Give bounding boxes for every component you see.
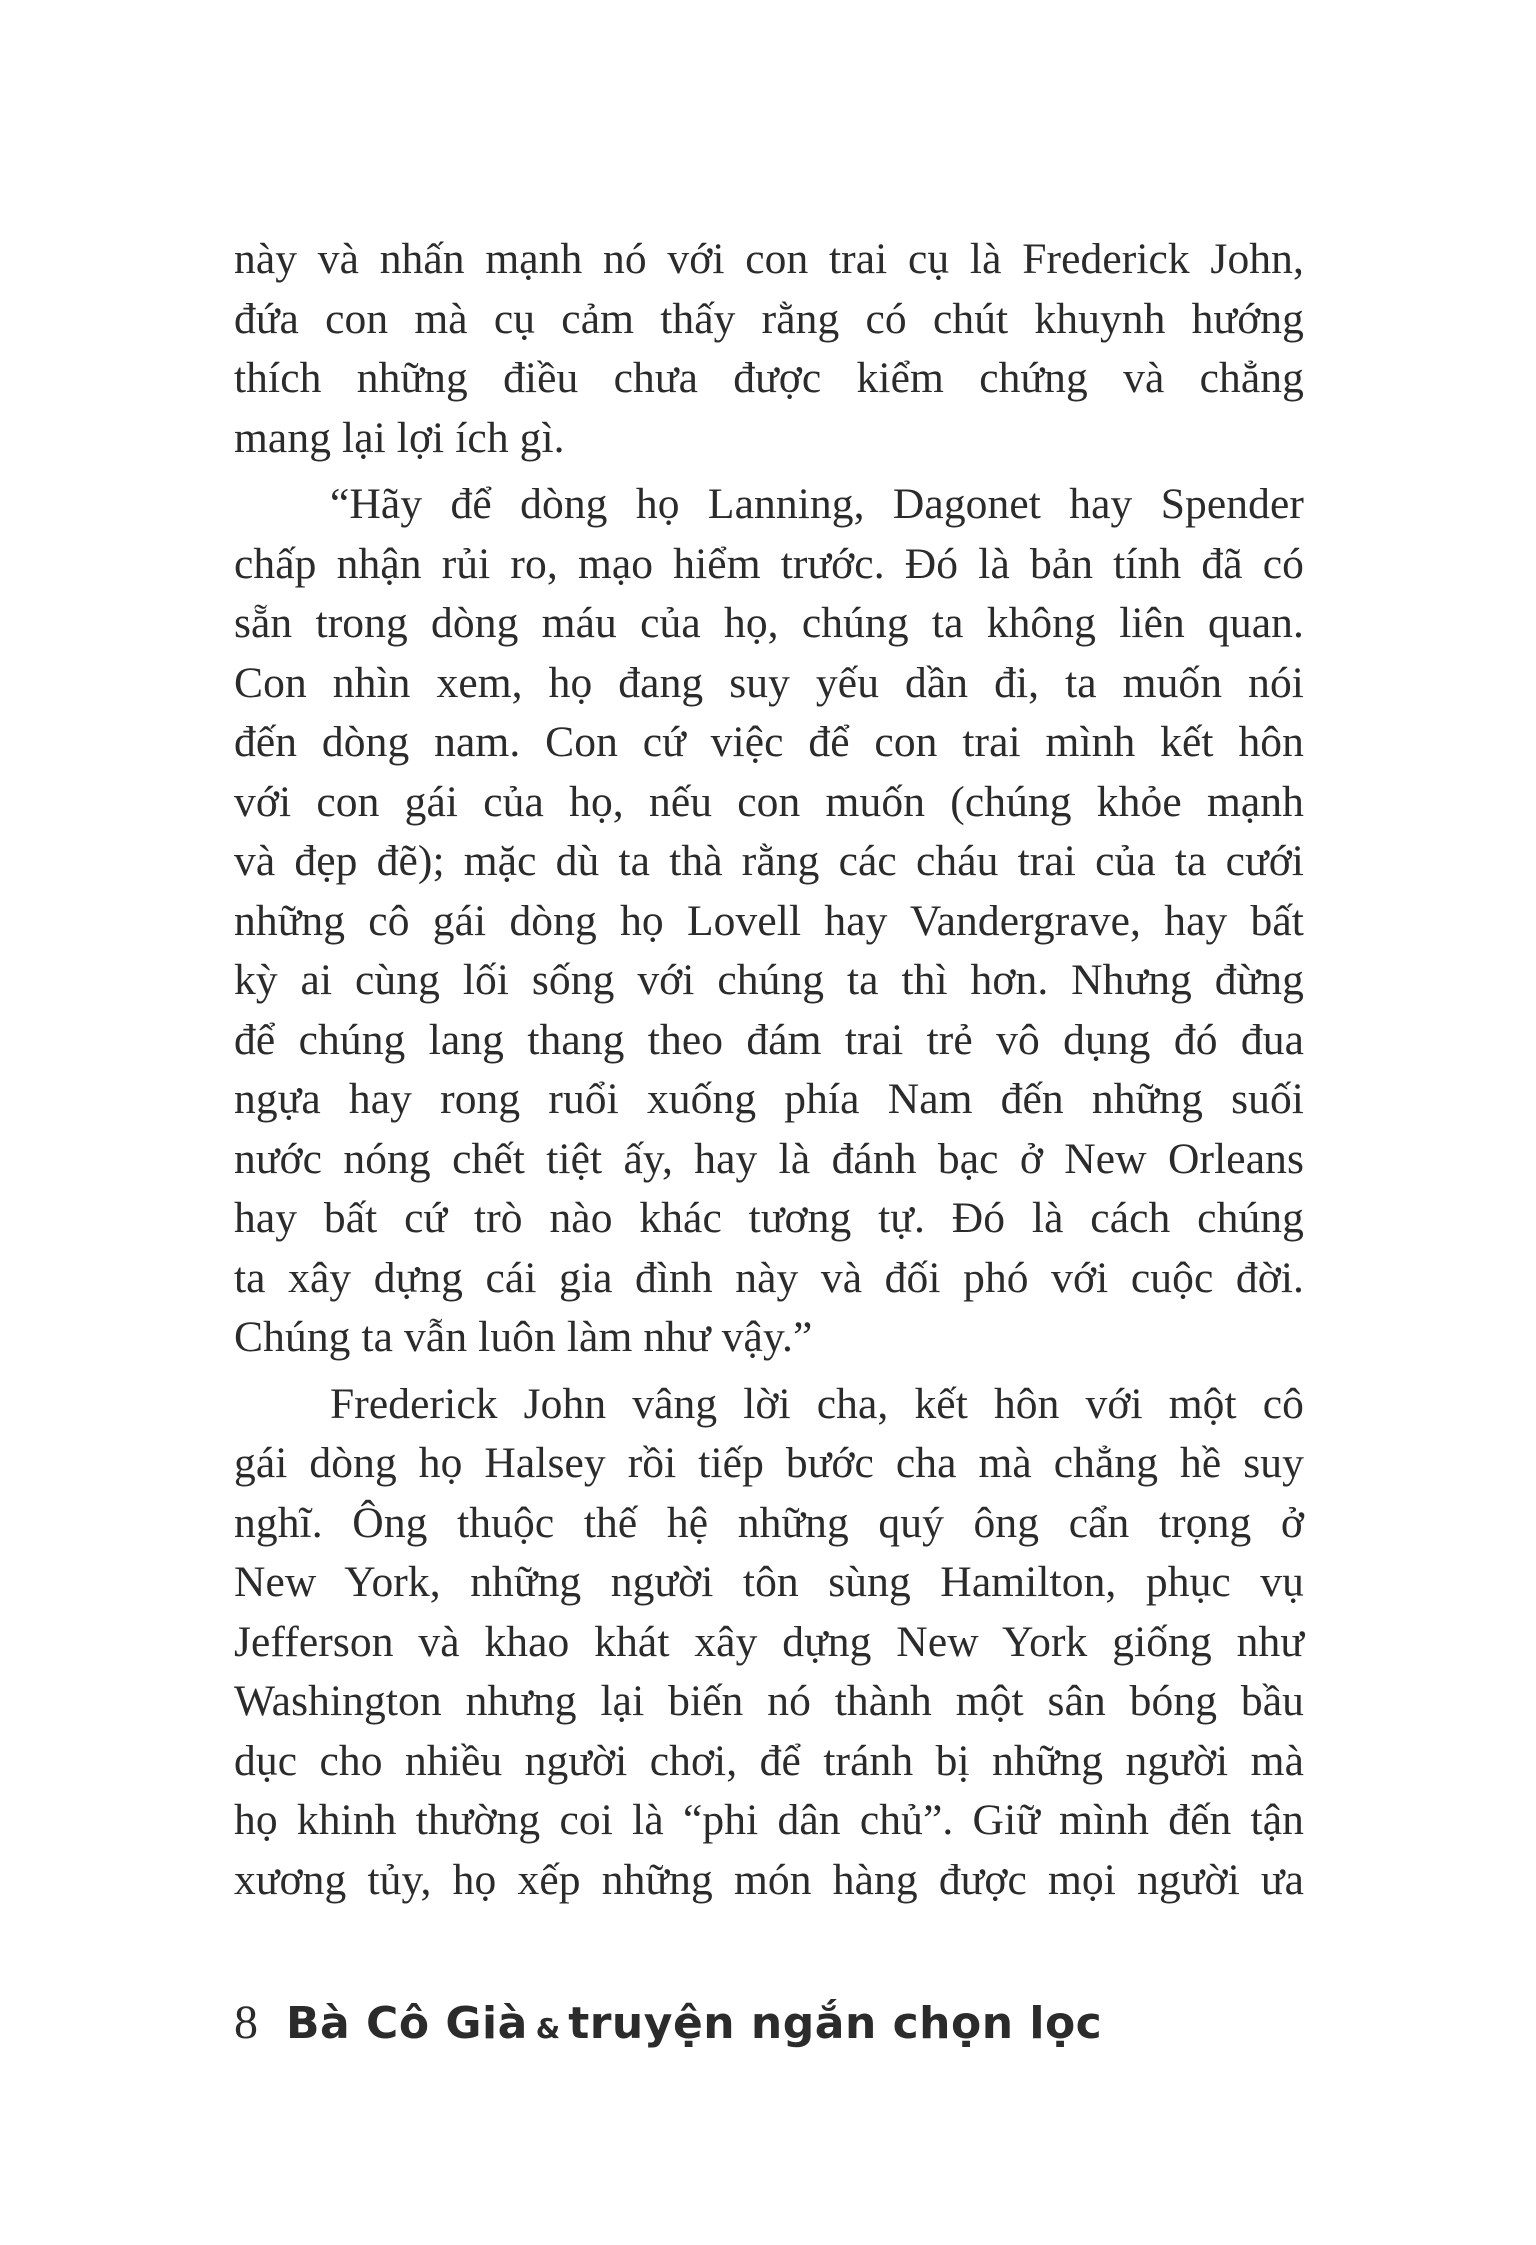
text-line: Jefferson và khao khát xây dựng New York giống như (234, 1617, 1304, 1666)
text-line: sẵn trong dòng máu của họ, chúng ta không liên quan. (234, 599, 1304, 647)
text-line: họ khinh thường coi là “phi dân chủ”. Giữ mình đến tận (234, 1796, 1304, 1844)
text-line: với con gái của họ, nếu con muốn (chúng khỏe mạnh (234, 777, 1304, 826)
text-line: ta xây dựng cái gia đình này và đối phó với cuộc đời. (234, 1253, 1304, 1302)
text-line: ngựa hay rong ruổi xuống phía Nam đến những suối (234, 1075, 1304, 1123)
paragraph-1 (234, 230, 1304, 468)
text-line: Frederick John vâng lời cha, kết hôn với một cô (330, 1379, 1304, 1428)
title-separator: & (535, 2012, 561, 2045)
paragraph-2 (234, 475, 1304, 1368)
text-line: đứa con mà cụ cảm thấy rằng có chút khuynh hướng (234, 294, 1304, 343)
text-line: New York, những người tôn sùng Hamilton, phục vụ (234, 1558, 1304, 1606)
text-line: đến dòng nam. Con cứ việc để con trai mình kết hôn (234, 718, 1304, 766)
text-line: nghĩ. Ông thuộc thế hệ những quý ông cẩn trọng ở (234, 1498, 1304, 1547)
text-line: kỳ ai cùng lối sống với chúng ta thì hơn. Nhưng đừng (234, 956, 1304, 1004)
text-line: Con nhìn xem, họ đang suy yếu dần đi, ta muốn nói (234, 658, 1304, 707)
text-line: “Hãy để dòng họ Lanning, Dagonet hay Spender (330, 480, 1304, 528)
paragraph-3 (234, 1375, 1304, 1911)
text-line: xương tủy, họ xếp những món hàng được mọi người ưa (234, 1855, 1304, 1904)
text-line: hay bất cứ trò nào khác tương tự. Đó là cách chúng (234, 1194, 1304, 1242)
text-line: mang lại lợi ích gì. (234, 413, 565, 462)
text-line: và đẹp đẽ); mặc dù ta thà rằng các cháu trai của ta cưới (234, 837, 1304, 885)
text-line: thích những điều chưa được kiểm chứng và chẳng (234, 354, 1304, 402)
text-line: gái dòng họ Halsey rồi tiếp bước cha mà chẳng hề suy (234, 1439, 1304, 1487)
text-line: nước nóng chết tiệt ấy, hay là đánh bạc ở New Orleans (234, 1134, 1304, 1183)
text-line: những cô gái dòng họ Lovell hay Vandergrave, hay bất (234, 896, 1304, 945)
page-footer (234, 1995, 1102, 2065)
text-line: Washington nhưng lại biến nó thành một sân bóng bầu (234, 1677, 1304, 1725)
text-line: này và nhấn mạnh nó với con trai cụ là Frederick John, (234, 235, 1304, 283)
text-line: chấp nhận rủi ro, mạo hiểm trước. Đó là bản tính đã có (234, 539, 1304, 588)
text-line: để chúng lang thang theo đám trai trẻ vô dụng đó đua (234, 1015, 1304, 1064)
book-subtitle: truyện ngắn chọn lọc (568, 1998, 1103, 2049)
page-number: 8 (234, 1996, 258, 2049)
text-line: Chúng ta vẫn luôn làm như vậy.” (234, 1313, 813, 1361)
text-line: dục cho nhiều người chơi, để tránh bị những người mà (234, 1736, 1304, 1785)
book-title: Bà Cô Già (286, 1998, 528, 2049)
page-body (234, 230, 1304, 1917)
